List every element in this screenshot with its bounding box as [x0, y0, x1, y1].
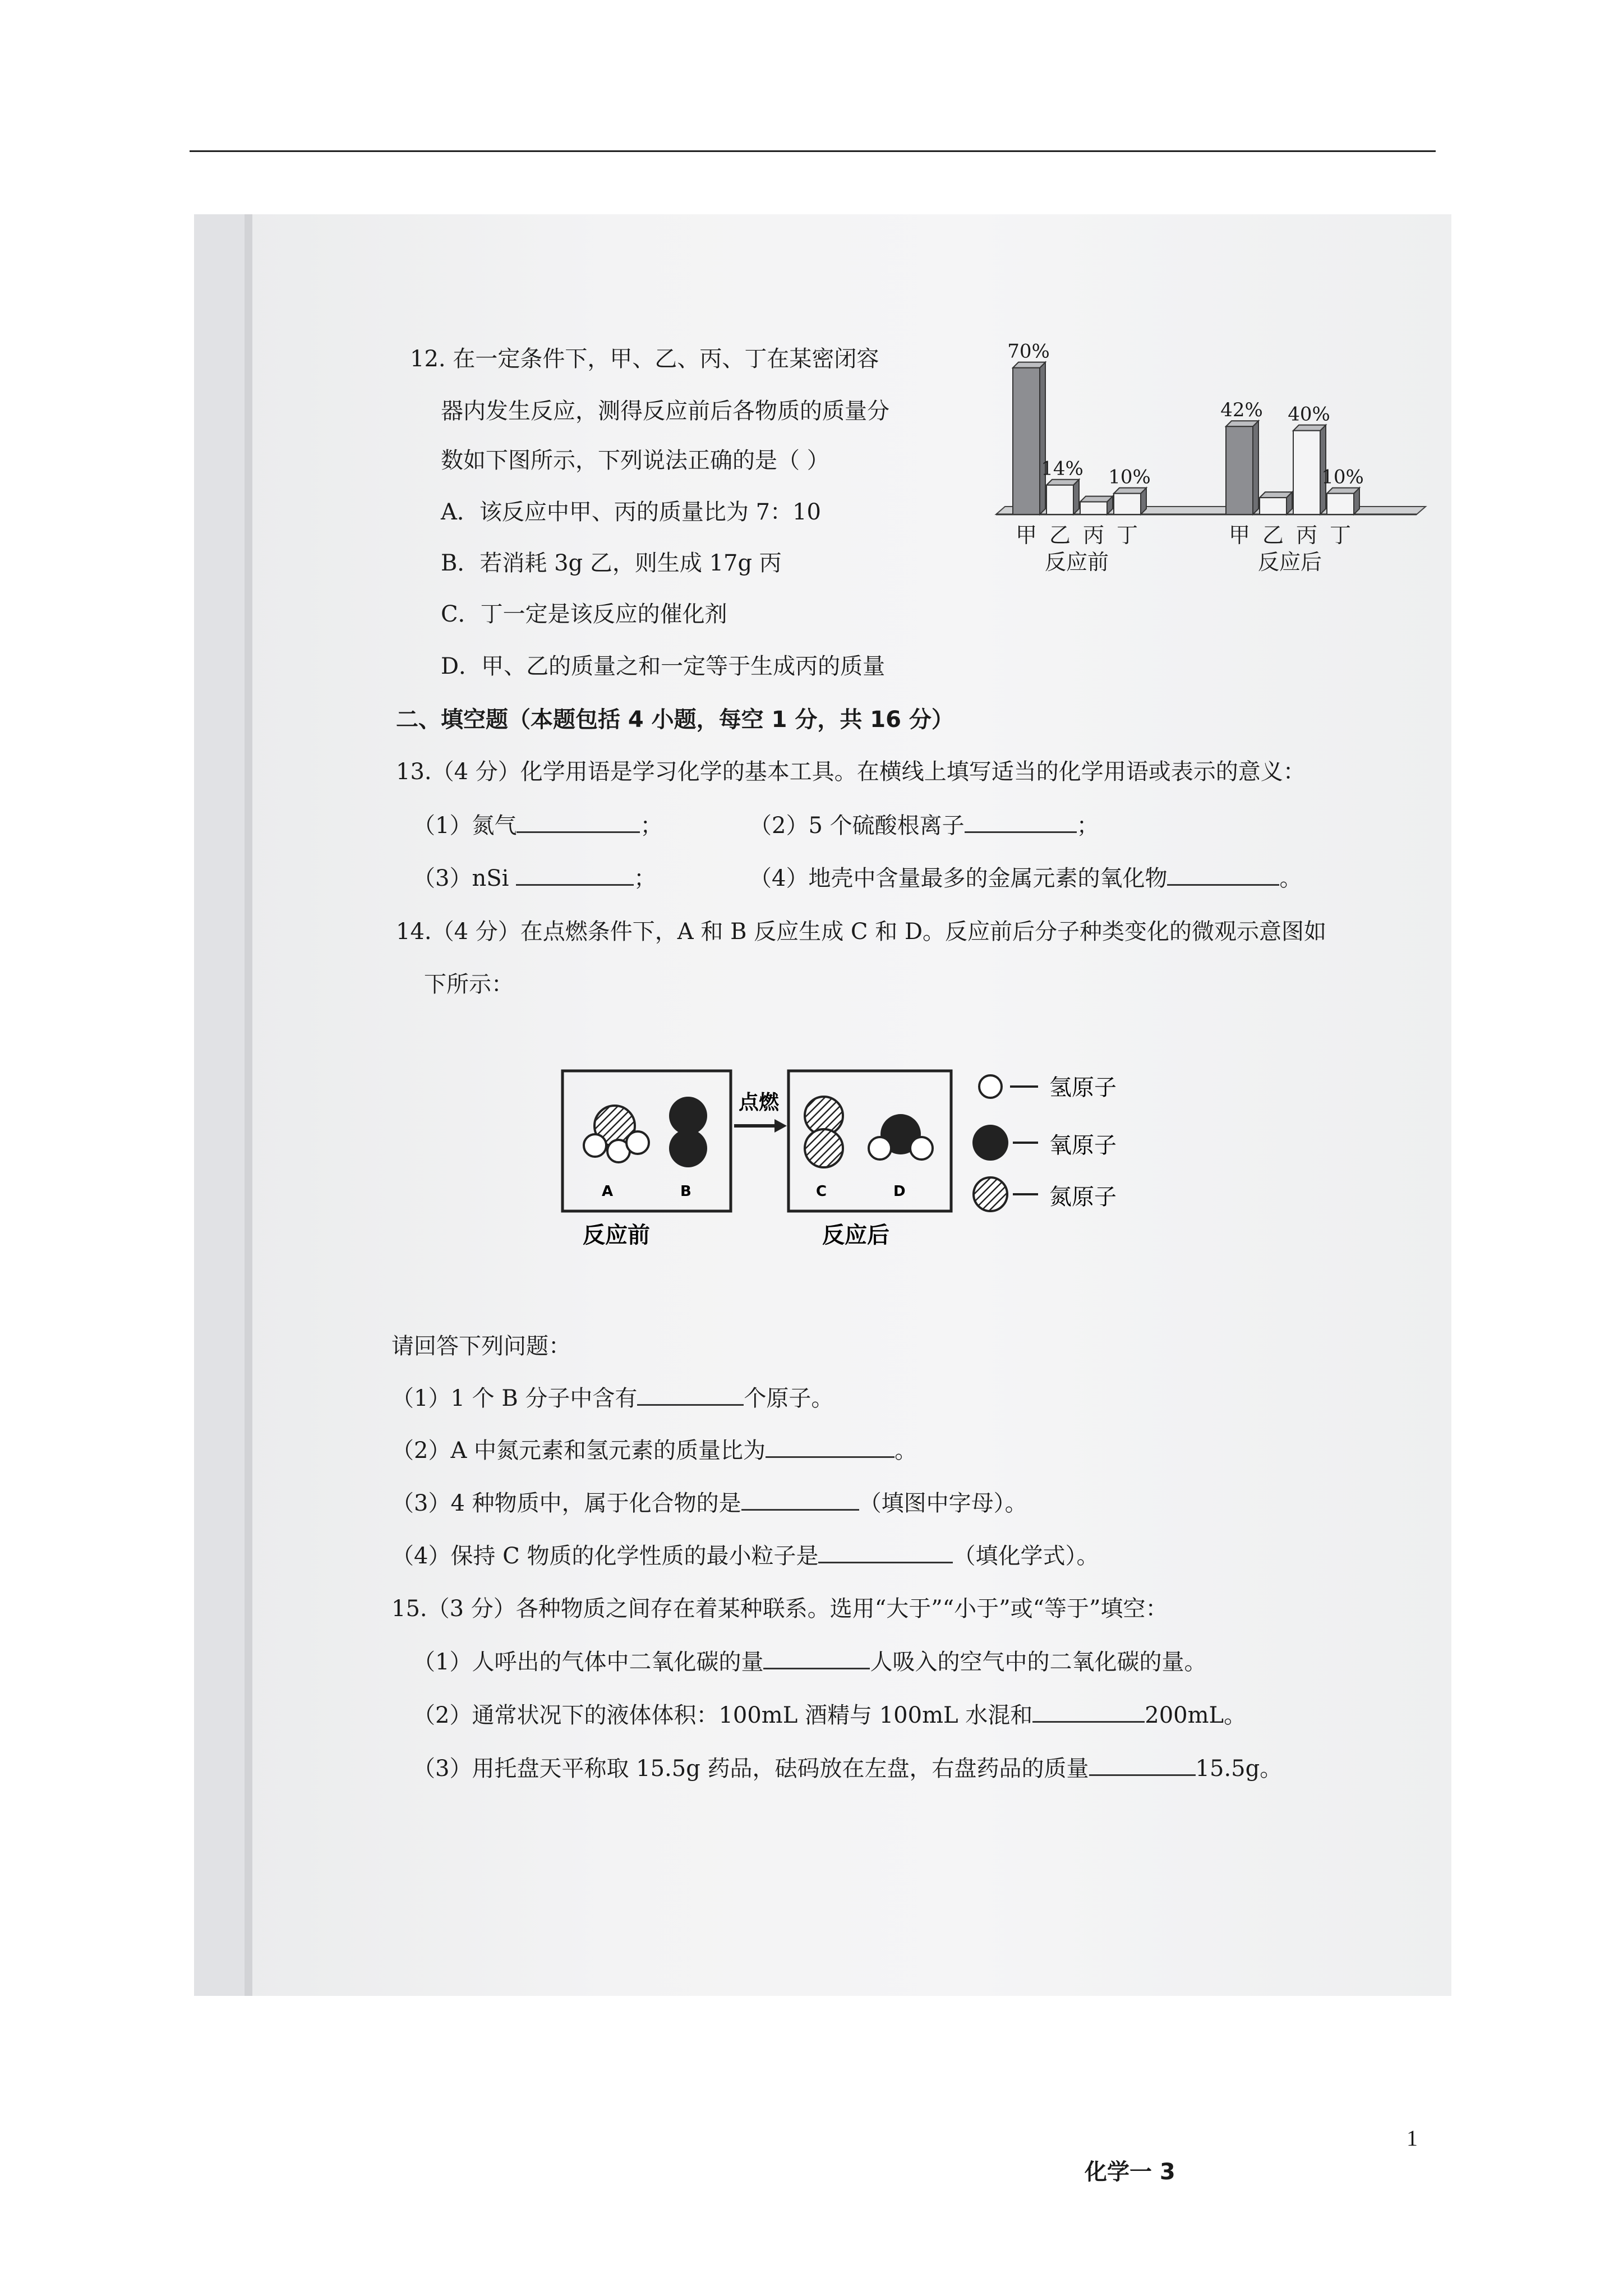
page-number: 1 [1407, 2125, 1418, 2151]
bar-1-2 [1293, 431, 1320, 514]
molecule-d [869, 1114, 933, 1159]
label-a: A [602, 1183, 614, 1200]
molecule-a [584, 1106, 649, 1162]
arrow-label: 点燃 [739, 1091, 780, 1114]
legend-hydrogen: 氢原子 [1049, 1075, 1117, 1101]
group-label-1: 反应后 [1257, 550, 1322, 574]
q12-stem-1: 12. 在一定条件下，甲、乙、丙、丁在某密闭容 [410, 346, 879, 372]
q12-option-d: D．甲、乙的质量之和一定等于生成丙的质量 [441, 654, 886, 679]
bar-top-1-0 [1226, 421, 1258, 426]
value-label-1-2: 40% [1288, 403, 1330, 426]
exam-sheet [245, 214, 1451, 2185]
answer-blank[interactable] [766, 1437, 895, 1458]
bar-top-0-3 [1114, 488, 1146, 494]
legend-hydrogen-swatch [979, 1075, 1002, 1098]
label-b: B [680, 1183, 691, 1200]
q12-option-c: C．丁一定是该反应的催化剂 [441, 601, 727, 627]
footer-label: 化学一 3 [1085, 2159, 1175, 2185]
bar-top-1-3 [1327, 488, 1359, 494]
label-after: 反应后 [822, 1222, 889, 1248]
answer-blank[interactable] [517, 812, 640, 833]
category-label-0-0: 甲 [1015, 523, 1038, 547]
q12-option-a: A．该反应中甲、丙的质量比为 7：10 [441, 499, 821, 525]
q12-stem-3: 数如下图所示，下列说法正确的是（ ） [441, 448, 829, 473]
answer-blank[interactable] [1089, 1755, 1196, 1776]
answer-blank[interactable] [763, 1649, 870, 1669]
category-label-0-2: 丙 [1082, 523, 1105, 547]
q14-stem-1: 14.（4 分）在点燃条件下，A 和 B 反应生成 C 和 D。反应前后分子种类变化的微观示意图如 [396, 919, 1327, 945]
group-label-0: 反应前 [1044, 550, 1109, 574]
q14-prompt: 请回答下列问题： [391, 1333, 571, 1359]
legend-nitrogen-swatch [974, 1177, 1007, 1211]
bar-side-0-0 [1040, 362, 1045, 514]
answer-blank[interactable] [637, 1385, 744, 1406]
bar-top-0-0 [1013, 362, 1045, 368]
bar-top-1-1 [1260, 492, 1292, 498]
legend-oxygen-swatch [972, 1125, 1008, 1161]
answer-blank[interactable] [965, 812, 1077, 833]
answer-blank[interactable] [818, 1543, 953, 1563]
label-before: 反应前 [583, 1222, 650, 1248]
category-label-0-1: 乙 [1049, 523, 1071, 547]
q12-stem-2: 器内发生反应，测得反应前后各物质的质量分 [441, 398, 889, 424]
value-label-0-1: 14% [1041, 457, 1083, 480]
bar-side-1-0 [1253, 421, 1258, 514]
paper-edge [245, 214, 252, 1996]
q13-item-4: （4）地壳中含量最多的金属元素的氧化物 。 [749, 866, 1302, 891]
bar-top-1-2 [1293, 425, 1326, 431]
category-label-1-1: 乙 [1262, 523, 1284, 547]
q15-item-1: （1）人呼出的气体中二氧化碳的量 人吸入的空气中的二氧化碳的量。 [413, 1649, 1207, 1675]
value-label-1-3: 10% [1321, 466, 1364, 489]
legend-nitrogen: 氮原子 [1049, 1184, 1117, 1210]
molecule-c [805, 1097, 843, 1167]
bar-0-2 [1080, 502, 1107, 514]
q14-stem-2: 下所示： [424, 972, 514, 997]
label-c: C [816, 1183, 827, 1200]
value-label-1-0: 42% [1220, 399, 1263, 422]
scanned-photo [194, 214, 1451, 2185]
molecule-b [669, 1097, 707, 1167]
label-d: D [893, 1183, 906, 1200]
q15-stem: 15.（3 分）各种物质之间存在着某种联系。选用“大于”“小于”或“等于”填空： [391, 1596, 1168, 1622]
q13-stem: 13.（4 分）化学用语是学习化学的基本工具。在横线上填写适当的化学用语或表示的意义： [396, 759, 1306, 785]
answer-blank[interactable] [516, 865, 634, 886]
q14-item-2: （2）A 中氮元素和氢元素的质量比为 。 [391, 1438, 917, 1464]
q15-item-3: （3）用托盘天平称取 15.5g 药品，砝码放在左盘，右盘药品的质量 15.5g。 [413, 1756, 1283, 1782]
mass-fraction-bar-chart [990, 335, 1428, 574]
category-label-1-3: 丁 [1329, 523, 1352, 547]
answer-blank[interactable] [741, 1490, 859, 1511]
category-label-0-3: 丁 [1116, 523, 1138, 547]
q13-item-3: （3）nSi ； [413, 866, 657, 891]
bar-top-0-2 [1080, 496, 1113, 502]
bar-1-0 [1226, 426, 1253, 514]
answer-blank[interactable] [1032, 1702, 1145, 1723]
bar-1-1 [1260, 498, 1287, 514]
value-label-0-0: 70% [1007, 340, 1050, 363]
bar-top-0-1 [1046, 480, 1079, 485]
header-rule [190, 150, 1436, 152]
section-2-heading: 二、填空题（本题包括 4 小题，每空 1 分，共 16 分） [396, 707, 954, 733]
q12-option-b: B．若消耗 3g 乙，则生成 17g 丙 [441, 550, 782, 576]
q14-item-1: （1）1 个 B 分子中含有 个原子。 [391, 1386, 834, 1411]
bar-0-0 [1013, 368, 1040, 514]
category-label-1-2: 丙 [1295, 523, 1318, 547]
bar-0-1 [1046, 485, 1073, 514]
value-label-0-3: 10% [1108, 466, 1151, 489]
q13-item-1: （1）氮气 ； [413, 813, 663, 839]
bar-0-3 [1114, 494, 1141, 514]
answer-blank[interactable] [1167, 865, 1279, 886]
q13-item-2: （2）5 个硫酸根离子 ； [749, 813, 1099, 839]
bar-1-3 [1327, 494, 1354, 514]
q14-item-4: （4）保持 C 物质的化学性质的最小粒子是 （填化学式）。 [391, 1543, 1099, 1569]
molecular-diagram [556, 1064, 1380, 1289]
q14-item-3: （3）4 种物质中，属于化合物的是 （填图中字母）。 [391, 1490, 1027, 1516]
q15-item-2: （2）通常状况下的液体体积：100mL 酒精与 100mL 水混和 200mL。 [413, 1703, 1247, 1728]
category-label-1-0: 甲 [1228, 523, 1251, 547]
legend-oxygen: 氧原子 [1049, 1133, 1117, 1158]
